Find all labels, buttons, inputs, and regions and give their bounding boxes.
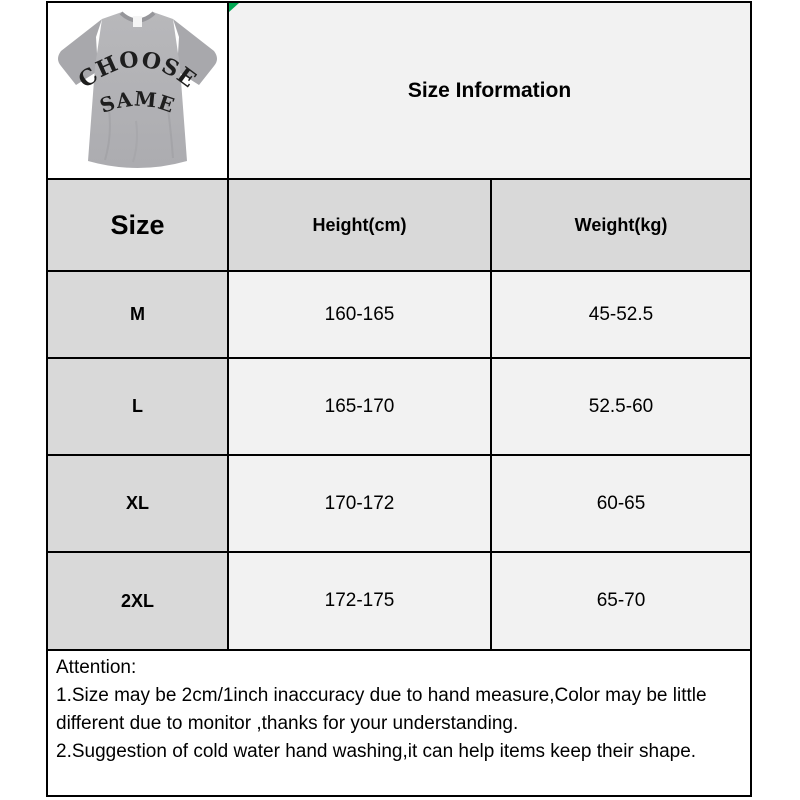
attention-note-1: 1.Size may be 2cm/1inch inaccuracy due to hand measure,Color may be little different due to monitor ,thanks for your understanding.	[56, 685, 707, 734]
height-value-l: 165-170	[229, 359, 490, 454]
tshirt-image	[48, 3, 227, 178]
column-header-weight: Weight(kg)	[492, 180, 750, 270]
size-label-l: L	[48, 359, 227, 454]
tshirt-neck-tag	[133, 16, 142, 27]
weight-value-m: 45-52.5	[492, 272, 750, 357]
column-header-height: Height(cm)	[229, 180, 490, 270]
corner-marker-icon	[229, 3, 239, 12]
attention-title: Attention:	[56, 657, 137, 678]
size-label-2xl: 2XL	[48, 553, 227, 649]
table-title: Size Information	[407, 78, 572, 102]
height-value-2xl: 172-175	[229, 553, 490, 649]
weight-value-l: 52.5-60	[492, 359, 750, 454]
product-photo-cell	[48, 3, 227, 178]
size-table	[46, 1, 752, 797]
size-label-xl: XL	[48, 456, 227, 551]
column-header-size: Size	[48, 180, 227, 270]
weight-value-2xl: 65-70	[492, 553, 750, 649]
height-value-m: 160-165	[229, 272, 490, 357]
shirt-print-line1: CHOOSE	[73, 46, 202, 94]
shirt-print-line2: SAME	[96, 86, 179, 118]
attention-note-2: 2.Suggestion of cold water hand washing,it can help items keep their shape.	[56, 741, 697, 762]
attention-section	[48, 651, 750, 795]
height-value-xl: 170-172	[229, 456, 490, 551]
weight-value-xl: 60-65	[492, 456, 750, 551]
size-label-m: M	[48, 272, 227, 357]
table-title-cell	[229, 3, 750, 178]
